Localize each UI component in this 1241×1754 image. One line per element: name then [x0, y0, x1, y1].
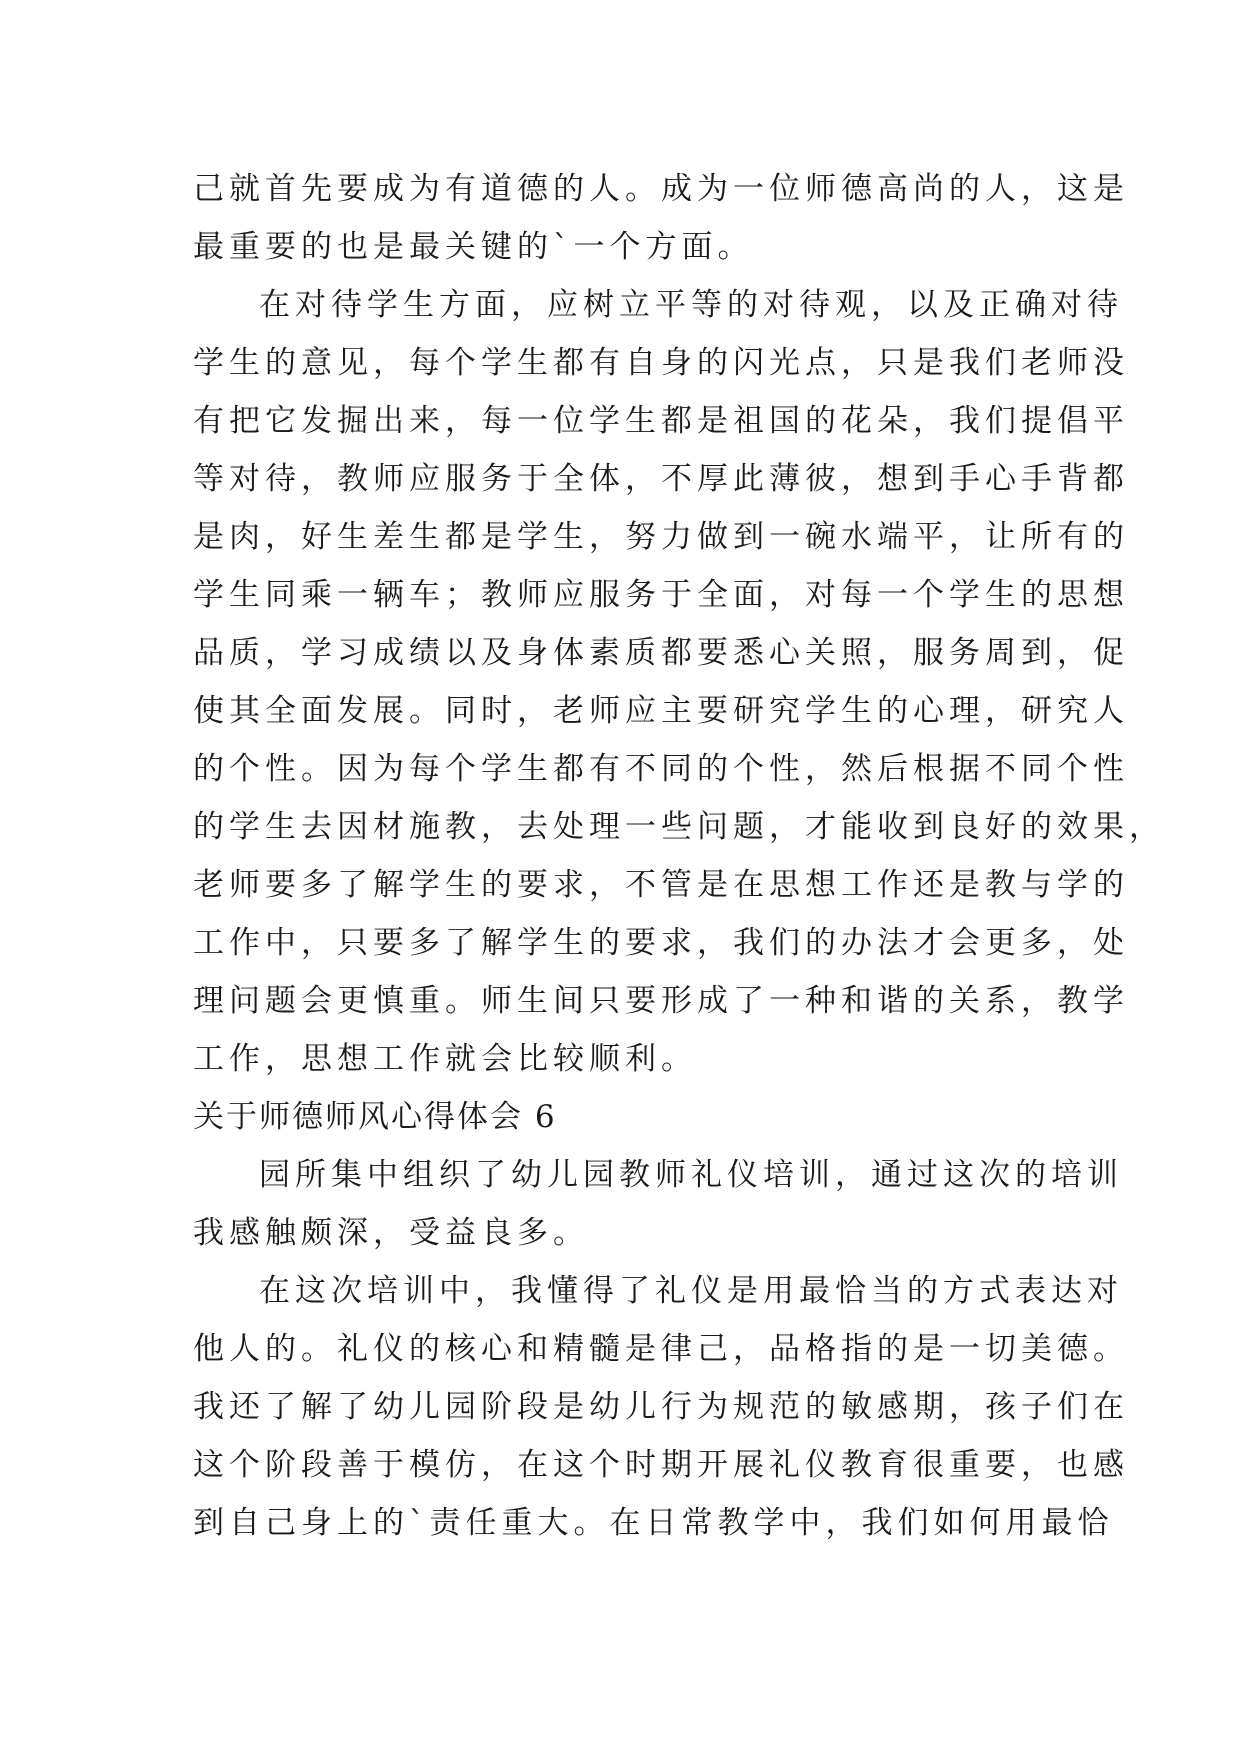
text-line: 己就首先要成为有道德的人。成为一位师德高尚的人，这是 [193, 171, 1129, 207]
text-line: 老师要多了解学生的要求，不管是在思想工作还是教与学的 [193, 867, 1129, 903]
text-line: 理问题会更慎重。师生间只要形成了一种和谐的关系，教学 [193, 983, 1129, 1019]
text-line: 使其全面发展。同时，老师应主要研究学生的心理，研究人 [193, 693, 1129, 729]
text-line: 有把它发掘出来，每一位学生都是祖国的花朵，我们提倡平 [193, 403, 1129, 439]
text-line: 我感触颇深，受益良多。 [193, 1215, 589, 1251]
paragraph-start-line: 园所集中组织了幼儿园教师礼仪培训，通过这次的培训 [259, 1157, 1123, 1193]
document-body [193, 160, 1165, 1552]
paragraph-start-line: 在这次培训中，我懂得了礼仪是用最恰当的方式表达对 [259, 1273, 1123, 1309]
text-line: 到自己身上的`责任重大。在日常教学中，我们如何用最恰 [193, 1505, 1114, 1541]
text-line: 工作，思想工作就会比较顺利。 [193, 1041, 697, 1077]
text-line: 这个阶段善于模仿，在这个时期开展礼仪教育很重要，也感 [193, 1447, 1129, 1483]
text-line: 他人的。礼仪的核心和精髓是律己，品格指的是一切美德。 [193, 1331, 1129, 1367]
text-line: 我还了解了幼儿园阶段是幼儿行为规范的敏感期，孩子们在 [193, 1389, 1129, 1425]
text-line: 的学生去因材施教，去处理一些问题，才能收到良好的效果， [193, 809, 1165, 845]
text-line: 品质，学习成绩以及身体素质都要悉心关照，服务周到，促 [193, 635, 1129, 671]
text-line: 学生的意见，每个学生都有自身的闪光点，只是我们老师没 [193, 345, 1129, 381]
text-line: 是肉，好生差生都是学生，努力做到一碗水端平，让所有的 [193, 519, 1129, 555]
text-line: 学生同乘一辆车；教师应服务于全面，对每一个学生的思想 [193, 577, 1129, 613]
paragraph-start-line: 在对待学生方面，应树立平等的对待观，以及正确对待 [259, 287, 1123, 323]
text-line: 工作中，只要多了解学生的要求，我们的办法才会更多，处 [193, 925, 1129, 961]
section-heading: 关于师德师风心得体会 6 [193, 1099, 557, 1135]
text-line: 最重要的也是最关键的`一个方面。 [193, 229, 754, 265]
text-line: 等对待，教师应服务于全体，不厚此薄彼，想到手心手背都 [193, 461, 1129, 497]
text-line: 的个性。因为每个学生都有不同的个性，然后根据不同个性 [193, 751, 1129, 787]
